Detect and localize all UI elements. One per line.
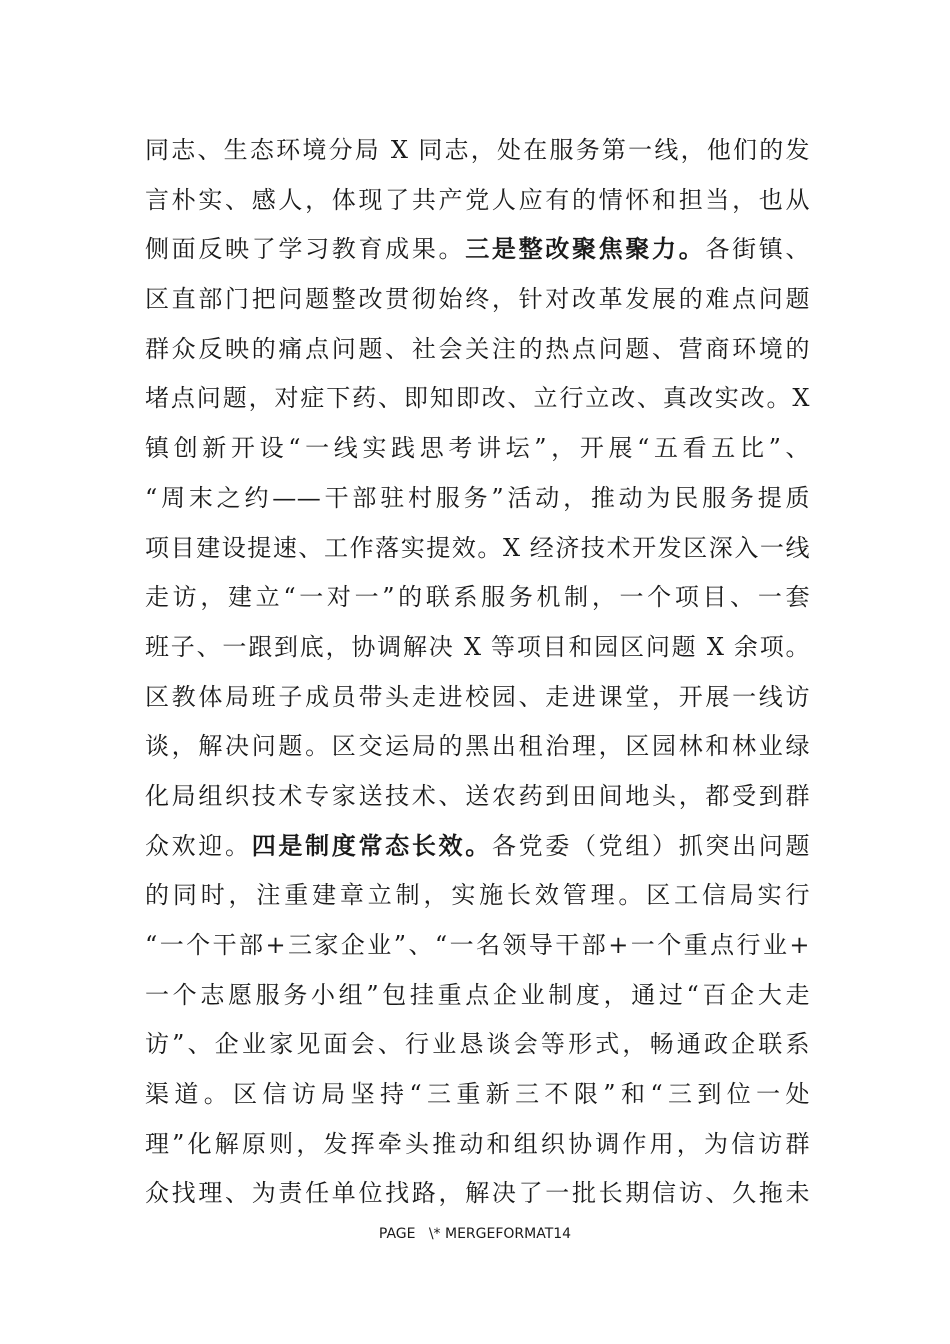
- text-run: 区教体局班子成员带头走进校园、走进课堂，开展一线访: [145, 682, 810, 711]
- text-line: [145, 424, 810, 474]
- text-line: [145, 822, 810, 872]
- text-line: [145, 374, 810, 424]
- text-run: 谈，解决问题。区交运局的黑出租治理，区园林和林业绿: [145, 732, 810, 761]
- text-run: 言朴实、感人，体现了共产党人应有的情怀和担当，也从: [145, 185, 810, 214]
- text-line: [145, 176, 810, 226]
- bold-heading-phrase: 三是整改聚焦聚力。: [465, 235, 706, 264]
- text-line: [145, 126, 810, 176]
- text-line: [145, 1169, 810, 1219]
- text-run: 各党委（党组）抓突出问题: [491, 831, 810, 860]
- text-run: “周末之约——干部驻村服务”活动，推动为民服务提质: [145, 483, 810, 512]
- page-footer: PAGE \* MERGEFORMAT14: [378, 1226, 572, 1242]
- text-run: 镇创新开设“一线实践思考讲坛”，开展“五看五比”、: [145, 434, 810, 463]
- text-line: [145, 275, 810, 325]
- text-run: 访”、企业家见面会、行业恳谈会等形式，畅通政企联系: [145, 1030, 810, 1059]
- text-line: [145, 474, 810, 524]
- text-line: [145, 1020, 810, 1070]
- text-run: 班子、一跟到底，协调解决 X 等项目和园区问题 X 余项。: [145, 632, 810, 661]
- text-run: 区直部门把问题整改贯彻始终，针对改革发展的难点问题: [145, 285, 810, 314]
- text-line: [145, 573, 810, 623]
- text-line: [145, 971, 810, 1021]
- text-line: [145, 325, 810, 375]
- body-text: [145, 126, 810, 1219]
- text-line: [145, 1120, 810, 1170]
- text-line: [145, 772, 810, 822]
- text-line: [145, 623, 810, 673]
- text-run: 众找理、为责任单位找路，解决了一批长期信访、久拖未: [145, 1179, 810, 1208]
- text-line: [145, 921, 810, 971]
- text-run: “一个干部+三家企业”、“一名领导干部+一个重点行业+: [145, 931, 810, 959]
- text-run: 堵点问题，对症下药、即知即改、立行立改、真改实改。X: [145, 384, 810, 413]
- text-line: [145, 673, 810, 723]
- text-run: 群众反映的痛点问题、社会关注的热点问题、营商环境的: [145, 334, 810, 363]
- text-run: 侧面反映了学习教育成果。: [145, 235, 466, 264]
- text-run: 项目建设提速、工作落实提效。X 经济技术开发区深入一线: [145, 533, 810, 562]
- bold-heading-phrase: 四是制度常态长效。: [251, 831, 492, 860]
- text-run: 走访，建立“一对一”的联系服务机制，一个项目、一套: [145, 583, 810, 612]
- text-line: [145, 871, 810, 921]
- text-run: 各街镇、: [705, 235, 810, 264]
- text-run: 的同时，注重建章立制，实施长效管理。区工信局实行: [145, 881, 810, 910]
- text-run: 同志、生态环境分局 X 同志，处在服务第一线，他们的发: [145, 136, 810, 164]
- text-line: [145, 524, 810, 574]
- text-line: [145, 722, 810, 772]
- text-line: [145, 225, 810, 275]
- text-line: [145, 1070, 810, 1120]
- text-run: 众欢迎。: [145, 831, 252, 860]
- text-run: 化局组织技术专家送技术、送农药到田间地头，都受到群: [145, 781, 810, 810]
- text-run: 一个志愿服务小组”包挂重点企业制度，通过“百企大走: [145, 980, 810, 1009]
- text-run: 渠道。区信访局坚持“三重新三不限”和“三到位一处: [145, 1080, 810, 1109]
- text-run: 理”化解原则，发挥牵头推动和组织协调作用，为信访群: [145, 1129, 810, 1158]
